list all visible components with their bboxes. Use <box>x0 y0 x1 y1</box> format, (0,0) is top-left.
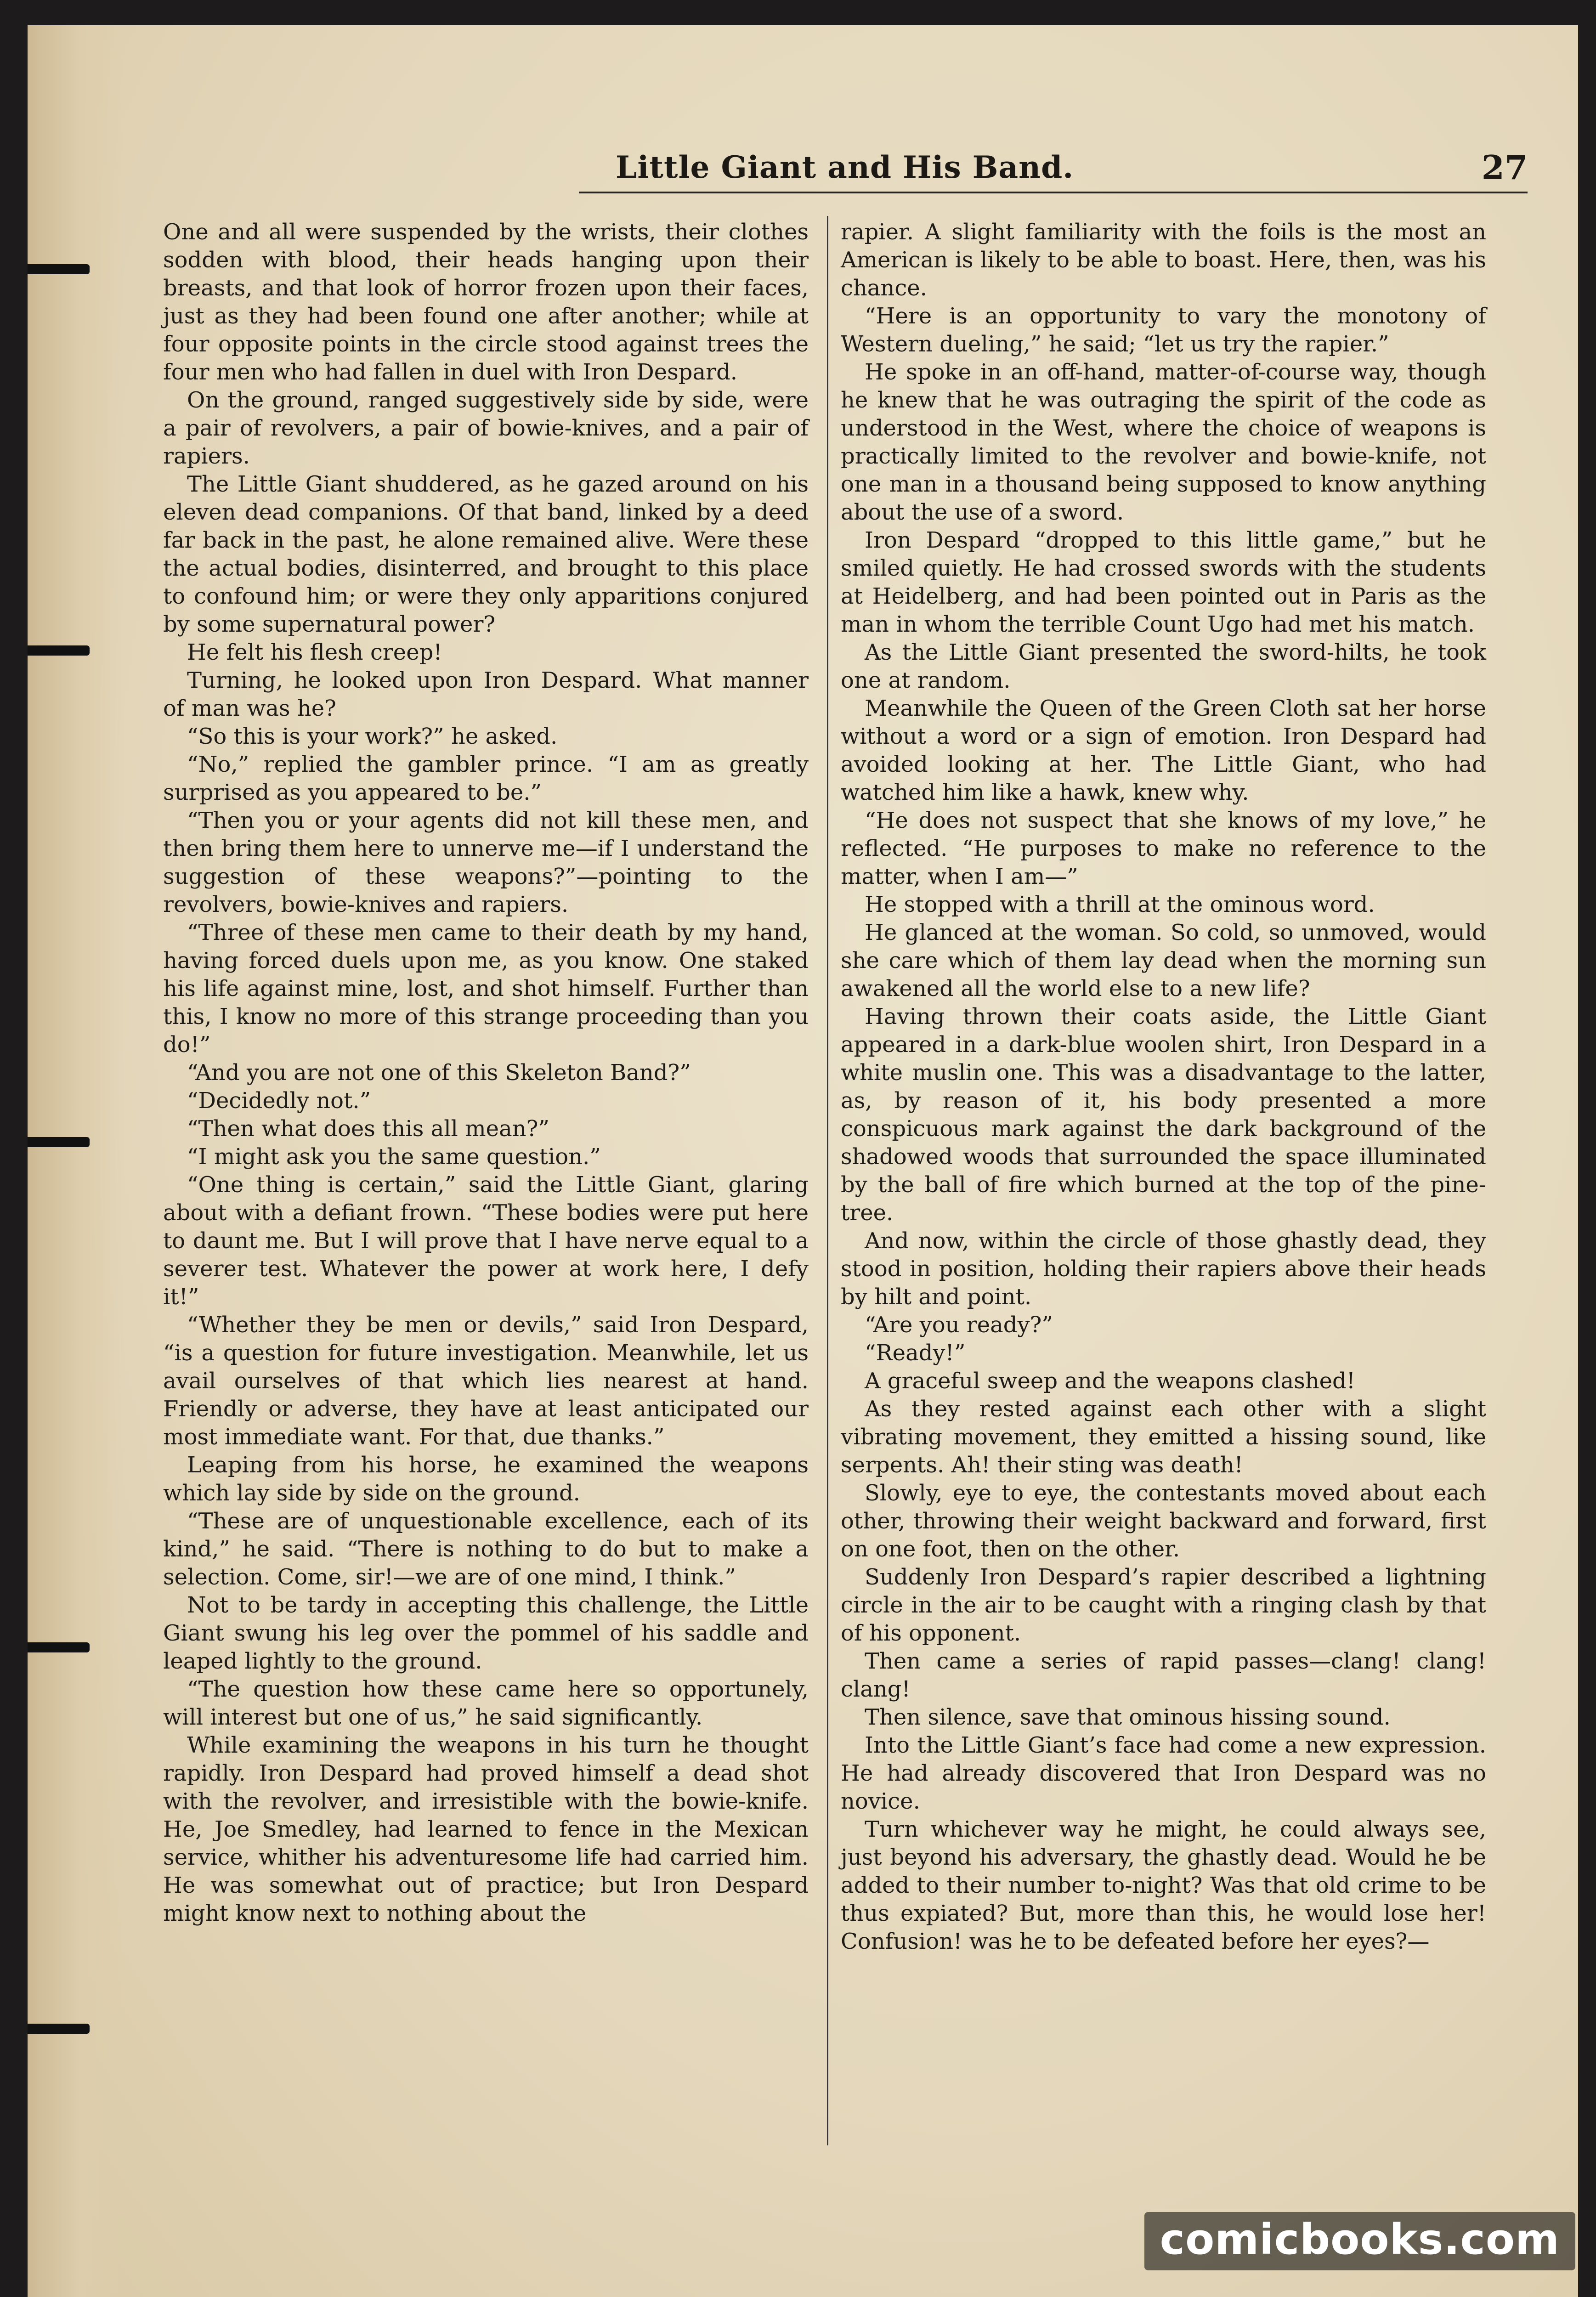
binding-stitch <box>28 645 90 656</box>
paragraph: Leaping from his horse, he examined the weapons which lay side by side on the ground. <box>163 1452 809 1506</box>
column-divider <box>827 216 828 2145</box>
paragraph: “One thing is certain,” said the Little Giant, glaring about with a defiant frown. “These bodies were put here to daunt me. But I will prove that I have nerve equal to a severer test. Whatever the power at work here, I defy it!” <box>163 1172 809 1310</box>
paragraph: He felt his flesh creep! <box>187 639 442 665</box>
paragraph: “Ready!” <box>865 1340 966 1366</box>
paragraph: “He does not suspect that she knows of my love,” he reflected. “He purposes to make no reference to the matter, when I am—” <box>841 808 1486 889</box>
page-header <box>579 146 1528 193</box>
site-watermark: comicbooks.com <box>1144 2212 1575 2270</box>
paragraph: “These are of unquestionable excellence, each of its kind,” he said. “There is nothing to do but to make a selection. Come, sir!—we are of one mind, I think.” <box>163 1508 809 1590</box>
binding-gutter <box>28 25 124 2297</box>
paragraph: Having thrown their coats aside, the Little Giant appeared in a dark-blue woolen shirt, Iron Despard in a white muslin one. This was a disadvantage to the latter, as, by reason of it, his body presented a more conspicuous mark against the dark background of the shadowed woods that surrounded the space illuminated by the ball of fire which burned at the top of the pine-tree. <box>841 1004 1486 1226</box>
right-column <box>841 218 1486 1956</box>
paragraph: “And you are not one of this Skeleton Band?” <box>187 1060 691 1086</box>
page-number: 27 <box>1481 148 1528 187</box>
paragraph: “Here is an opportunity to vary the monotony of Western dueling,” he said; “let us try the rapier.” <box>841 303 1486 357</box>
paragraph: “Then what does this all mean?” <box>187 1116 549 1142</box>
paragraph: The Little Giant shuddered, as he gazed around on his eleven dead companions. Of that band, linked by a deed far back in the past, he alone remained alive. Were these the actual bodies, disinterred, and brought to this place to confound him; or were they only apparitions conjured by some supernatural power? <box>163 471 809 637</box>
paragraph: On the ground, ranged suggestively side by side, were a pair of revolvers, a pair of bowie-knives, and a pair of rapiers. <box>163 387 809 469</box>
paragraph: He glanced at the woman. So cold, so unmoved, would she care which of them lay dead when the morning sun awakened all the world else to a new life? <box>841 920 1486 1001</box>
paragraph: “Whether they be men or devils,” said Iron Despard, “is a question for future investigation. Meanwhile, let us avail ourselves of that which lies nearest at hand. Friendly or adverse, they have at least anticipated our most immediate want. For that, due thanks.” <box>163 1312 809 1450</box>
paragraph: “No,” replied the gambler prince. “I am as greatly surprised as you appeared to be.” <box>163 752 809 805</box>
left-column <box>163 218 809 1928</box>
paragraph: Iron Despard “dropped to this little game,” but he smiled quietly. He had crossed swords with the students at Heidelberg, and had been pointed out in Paris as the man in whom the terrible Count Ugo had met his match. <box>841 527 1486 637</box>
paragraph: Then came a series of rapid passes—clang! clang! clang! <box>841 1648 1486 1702</box>
binding-stitch <box>28 264 90 274</box>
paragraph: Then silence, save that ominous hissing sound. <box>865 1704 1391 1730</box>
paragraph: While examining the weapons in his turn he thought rapidly. Iron Despard had proved himself a dead shot with the revolver, and irresistible with the bowie-knife. He, Joe Smedley, had learned to fence in the Mexican service, whither his adventuresome life had carried him. He was somewhat out of practice; but Iron Despard might know next to nothing about the <box>163 1732 809 1926</box>
paragraph: He stopped with a thrill at the ominous word. <box>865 892 1375 917</box>
paragraph: Turning, he looked upon Iron Despard. What manner of man was he? <box>163 668 809 721</box>
paragraph: And now, within the circle of those ghastly dead, they stood in position, holding their rapiers above their heads by hilt and point. <box>841 1228 1486 1310</box>
binding-stitch <box>28 1137 90 1147</box>
paragraph: Turn whichever way he might, he could always see, just beyond his adversary, the ghastly dead. Would he be added to their number to-night? Was that old crime to be thus expiated? But, more than this, he would lose her! Confusion! was he to be defeated before her eyes?— <box>841 1816 1486 1954</box>
paragraph: “Decidedly not.” <box>187 1088 371 1114</box>
paragraph: Not to be tardy in accepting this challenge, the Little Giant swung his leg over the pommel of his saddle and leaped lightly to the ground. <box>163 1592 809 1674</box>
paragraph: Slowly, eye to eye, the contestants moved about each other, throwing their weight backward and forward, first on one foot, then on the other. <box>841 1480 1486 1562</box>
binding-stitch <box>28 1642 90 1652</box>
paragraph: “Are you ready?” <box>865 1312 1053 1338</box>
paragraph: Meanwhile the Queen of the Green Cloth sat her horse without a word or a sign of emotion. Iron Despard had avoided looking at her. The Little Giant, who had watched him like a hawk, knew why. <box>841 696 1486 805</box>
paragraph: “Then you or your agents did not kill these men, and then bring them here to unnerve me—if I understand the suggestion of these weapons?”—pointing to the revolvers, bowie-knives and rapiers. <box>163 808 809 917</box>
paragraph: rapier. A slight familiarity with the foils is the most an American is likely to be able to boast. Here, then, was his chance. <box>841 219 1486 301</box>
paragraph: Suddenly Iron Despard’s rapier described a lightning circle in the air to be caught with a ringing clash by that of his opponent. <box>841 1564 1486 1646</box>
paragraph: As they rested against each other with a slight vibrating movement, they emitted a hissing sound, like serpents. Ah! their sting was death! <box>841 1396 1486 1478</box>
paragraph: “So this is your work?” he asked. <box>187 724 558 749</box>
paragraph: “The question how these came here so opportunely, will interest but one of us,” he said significantly. <box>163 1676 809 1730</box>
running-title: Little Giant and His Band. <box>616 149 1074 185</box>
book-page <box>28 25 1578 2297</box>
paragraph: A graceful sweep and the weapons clashed! <box>865 1368 1356 1394</box>
paragraph: “I might ask you the same question.” <box>187 1144 601 1170</box>
paragraph: One and all were suspended by the wrists, their clothes sodden with blood, their heads hanging upon their breasts, and that look of horror frozen upon their faces, just as they had been found one after another; while at four opposite points in the circle stood against trees the four men who had fallen in duel with Iron Despard. <box>163 219 809 385</box>
paragraph: “Three of these men came to their death by my hand, having forced duels upon me, as you know. One staked his life against mine, lost, and shot himself. Further than this, I know no more of this strange proceeding than you do!” <box>163 920 809 1058</box>
paragraph: Into the Little Giant’s face had come a new expression. He had already discovered that Iron Despard was no novice. <box>841 1732 1486 1814</box>
binding-stitch <box>28 2024 90 2034</box>
paragraph: He spoke in an off-hand, matter-of-course way, though he knew that he was outraging the spirit of the code as understood in the West, where the choice of weapons is practically limited to the revolver and bowie-knife, not one man in a thousand being supposed to know anything about the use of a sword. <box>841 359 1486 525</box>
paragraph: As the Little Giant presented the sword-hilts, he took one at random. <box>841 639 1486 693</box>
